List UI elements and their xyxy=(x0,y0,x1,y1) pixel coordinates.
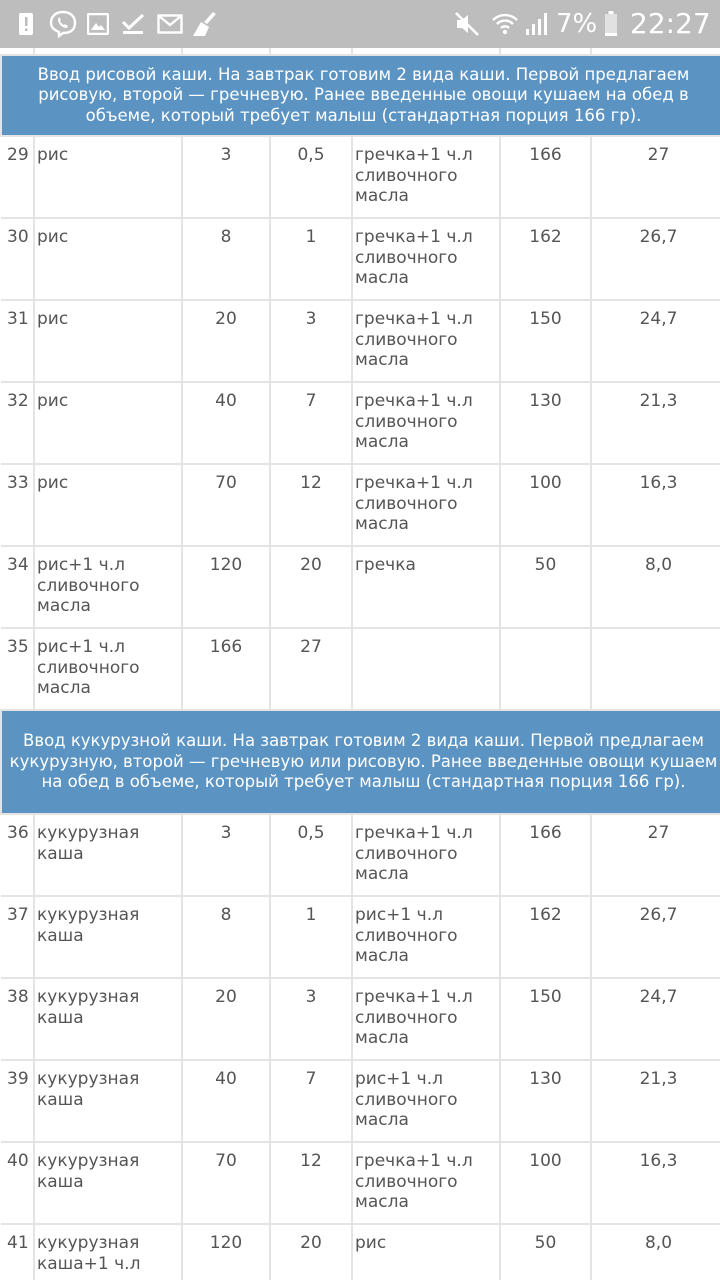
cell-day: 32 xyxy=(1,382,34,464)
table-row xyxy=(1,814,720,896)
cell-second-value: 27 xyxy=(591,136,720,218)
cell-first-value: 0,5 xyxy=(270,136,352,218)
cell-first-grams: 20 xyxy=(182,978,270,1060)
cell-second-value xyxy=(591,628,720,710)
cell-second-value: 8,0 xyxy=(591,546,720,628)
cell-second-value: 21,3 xyxy=(591,382,720,464)
cell-second-food: гречка+1 ч.л сливочного масла xyxy=(352,218,500,300)
mute-icon xyxy=(452,0,482,48)
cell-first-value: 12 xyxy=(270,464,352,546)
cell-first-grams: 40 xyxy=(182,1060,270,1142)
cell-first-food: кукурузная каша xyxy=(34,1142,182,1224)
cell-second-grams: 162 xyxy=(500,896,591,978)
table-row-stub xyxy=(1,48,720,55)
cell-second-food: гречка+1 ч.л сливочного масла xyxy=(352,814,500,896)
cell-second-food: гречка xyxy=(352,546,500,628)
cell-first-food: рис xyxy=(34,136,182,218)
cell-first-value: 1 xyxy=(270,896,352,978)
battery-icon xyxy=(602,0,620,48)
table-row xyxy=(1,464,720,546)
cell-second-grams: 162 xyxy=(500,218,591,300)
cell-first-grams: 8 xyxy=(182,896,270,978)
cell-second-value: 24,7 xyxy=(591,300,720,382)
cell-first-value: 7 xyxy=(270,1060,352,1142)
page-content[interactable] xyxy=(0,48,720,1280)
cell-first-grams: 8 xyxy=(182,218,270,300)
cell-first-food: рис+1 ч.л сливочного масла xyxy=(34,628,182,710)
cell-first-food: рис+1 ч.л сливочного масла xyxy=(34,546,182,628)
cell-first-value: 3 xyxy=(270,300,352,382)
cell-first-grams: 20 xyxy=(182,300,270,382)
feeding-table xyxy=(0,48,720,1280)
cell-first-grams: 3 xyxy=(182,136,270,218)
table-row xyxy=(1,628,720,710)
cell-day: 38 xyxy=(1,978,34,1060)
cell-second-value: 16,3 xyxy=(591,464,720,546)
cell-first-grams: 120 xyxy=(182,1224,270,1280)
cell-second-grams: 150 xyxy=(500,978,591,1060)
cell-day: 30 xyxy=(1,218,34,300)
cell-day: 34 xyxy=(1,546,34,628)
section-header: Ввод кукурузной каши. На завтрак готовим 2 вида каши. Первой предлагаем кукурузную, второй — гречневую или рисовую. Ранее введенные овощи кушаем на обед в объеме, который требует малыш (стандартная порция 166 гр). xyxy=(1,710,720,814)
cell-first-value: 7 xyxy=(270,382,352,464)
cell-day: 36 xyxy=(1,814,34,896)
cell-day: 41 xyxy=(1,1224,34,1280)
table-row xyxy=(1,978,720,1060)
cell-second-food xyxy=(352,628,500,710)
viber-icon xyxy=(48,0,78,48)
cell-first-grams: 120 xyxy=(182,546,270,628)
alert-icon xyxy=(14,0,38,48)
cell-day: 37 xyxy=(1,896,34,978)
cell-first-food: кукурузная каша xyxy=(34,1060,182,1142)
cell-day: 40 xyxy=(1,1142,34,1224)
cell-second-food: гречка+1 ч.л сливочного масла xyxy=(352,978,500,1060)
cell-second-food: гречка+1 ч.л сливочного масла xyxy=(352,300,500,382)
cell-first-grams: 166 xyxy=(182,628,270,710)
cell-first-food: кукурузная каша+1 ч.л xyxy=(34,1224,182,1280)
table-row xyxy=(1,1224,720,1280)
cell-first-value: 27 xyxy=(270,628,352,710)
cell-second-grams: 50 xyxy=(500,546,591,628)
cell-second-value: 24,7 xyxy=(591,978,720,1060)
cell-first-food: рис xyxy=(34,382,182,464)
table-row xyxy=(1,896,720,978)
table-row xyxy=(1,218,720,300)
mail-icon xyxy=(156,0,184,48)
cell-first-grams: 70 xyxy=(182,1142,270,1224)
cell-first-value: 3 xyxy=(270,978,352,1060)
cell-second-food: рис xyxy=(352,1224,500,1280)
cell-second-value: 16,3 xyxy=(591,1142,720,1224)
cell-first-value: 20 xyxy=(270,546,352,628)
cell-first-grams: 3 xyxy=(182,814,270,896)
cell-day: 29 xyxy=(1,136,34,218)
table-row xyxy=(1,382,720,464)
table-row xyxy=(1,136,720,218)
cell-second-grams: 130 xyxy=(500,382,591,464)
broom-icon xyxy=(190,0,220,48)
cell-day: 39 xyxy=(1,1060,34,1142)
table-row xyxy=(1,1142,720,1224)
cell-second-grams: 166 xyxy=(500,814,591,896)
cell-first-value: 1 xyxy=(270,218,352,300)
cell-first-value: 0,5 xyxy=(270,814,352,896)
wifi-icon xyxy=(490,0,520,48)
cell-second-grams: 130 xyxy=(500,1060,591,1142)
section-header-row xyxy=(1,710,720,814)
cell-second-grams: 166 xyxy=(500,136,591,218)
cell-second-food: рис+1 ч.л сливочного масла xyxy=(352,896,500,978)
table-row xyxy=(1,300,720,382)
signal-icon xyxy=(522,0,552,48)
cell-second-grams: 150 xyxy=(500,300,591,382)
cell-first-food: кукурузная каша xyxy=(34,896,182,978)
cell-first-value: 12 xyxy=(270,1142,352,1224)
cell-day: 35 xyxy=(1,628,34,710)
section-header-row xyxy=(1,55,720,136)
cell-second-grams: 100 xyxy=(500,464,591,546)
clock: 22:27 xyxy=(630,7,711,40)
cell-day: 33 xyxy=(1,464,34,546)
cell-second-value: 26,7 xyxy=(591,896,720,978)
table-row xyxy=(1,546,720,628)
cell-second-grams: 50 xyxy=(500,1224,591,1280)
cell-second-grams xyxy=(500,628,591,710)
cell-second-food: гречка+1 ч.л сливочного масла xyxy=(352,464,500,546)
cell-first-food: рис xyxy=(34,300,182,382)
cell-second-food: рис+1 ч.л сливочного масла xyxy=(352,1060,500,1142)
cell-first-food: кукурузная каша xyxy=(34,814,182,896)
cell-first-food: кукурузная каша xyxy=(34,978,182,1060)
section-header: Ввод рисовой каши. На завтрак готовим 2 вида каши. Первой предлагаем рисовую, второй — гречневую. Ранее введенные овощи кушаем на обед в объеме, который требует малыш (стандартная порция 166 гр). xyxy=(1,55,720,136)
battery-percent: 7% xyxy=(556,9,598,39)
image-icon xyxy=(86,0,110,48)
cell-day: 31 xyxy=(1,300,34,382)
cell-first-food: рис xyxy=(34,464,182,546)
cell-second-grams: 100 xyxy=(500,1142,591,1224)
cell-second-food: гречка+1 ч.л сливочного масла xyxy=(352,382,500,464)
check-icon xyxy=(120,0,146,48)
cell-second-value: 26,7 xyxy=(591,218,720,300)
cell-second-food: гречка+1 ч.л сливочного масла xyxy=(352,1142,500,1224)
cell-second-value: 21,3 xyxy=(591,1060,720,1142)
cell-second-value: 27 xyxy=(591,814,720,896)
cell-first-grams: 40 xyxy=(182,382,270,464)
cell-second-food: гречка+1 ч.л сливочного масла xyxy=(352,136,500,218)
status-bar xyxy=(0,0,720,48)
cell-first-food: рис xyxy=(34,218,182,300)
cell-second-value: 8,0 xyxy=(591,1224,720,1280)
cell-first-value: 20 xyxy=(270,1224,352,1280)
table-row xyxy=(1,1060,720,1142)
cell-first-grams: 70 xyxy=(182,464,270,546)
